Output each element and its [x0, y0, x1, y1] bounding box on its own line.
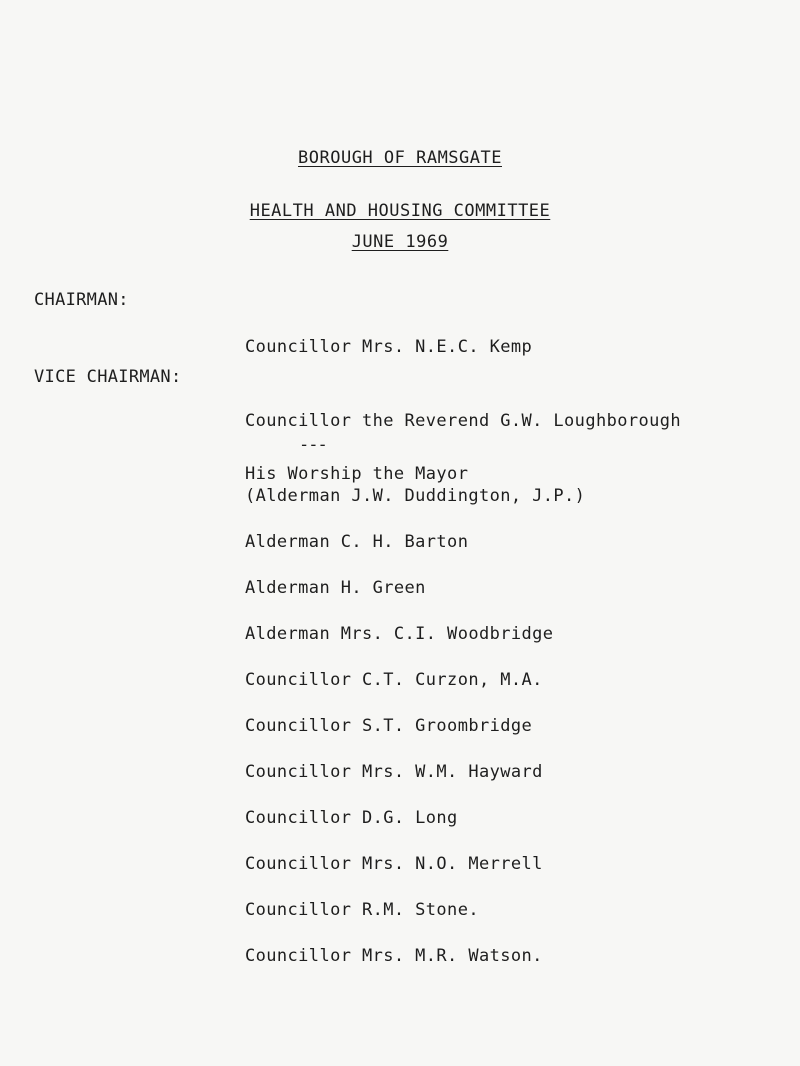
borough-heading: BOROUGH OF RAMSGATE: [298, 148, 502, 168]
member-item: Alderman Mrs. C.I. Woodbridge: [245, 624, 554, 644]
vice-chairman-label: VICE CHAIRMAN:: [34, 367, 182, 387]
member-item: (Alderman J.W. Duddington, J.P.): [245, 486, 586, 506]
member-item: Alderman H. Green: [245, 578, 426, 598]
member-item: His Worship the Mayor: [245, 464, 469, 484]
member-item: Councillor D.G. Long: [245, 808, 458, 828]
vice-chairman-name: Councillor the Reverend G.W. Loughborough: [245, 411, 682, 431]
member-item: Councillor R.M. Stone.: [245, 900, 479, 920]
member-item: Councillor S.T. Groombridge: [245, 716, 533, 736]
committee-heading: HEALTH AND HOUSING COMMITTEE: [249, 201, 551, 221]
separator-dash: ---: [299, 435, 327, 455]
member-item: Councillor Mrs. M.R. Watson.: [245, 946, 543, 966]
member-item: Alderman C. H. Barton: [245, 532, 469, 552]
chairman-name: Councillor Mrs. N.E.C. Kemp: [245, 337, 533, 357]
member-item: Councillor Mrs. W.M. Hayward: [245, 762, 543, 782]
date-heading: JUNE 1969: [351, 232, 449, 252]
chairman-label: CHAIRMAN:: [34, 290, 129, 310]
member-item: Councillor C.T. Curzon, M.A.: [245, 670, 543, 690]
member-item: Councillor Mrs. N.O. Merrell: [245, 854, 543, 874]
